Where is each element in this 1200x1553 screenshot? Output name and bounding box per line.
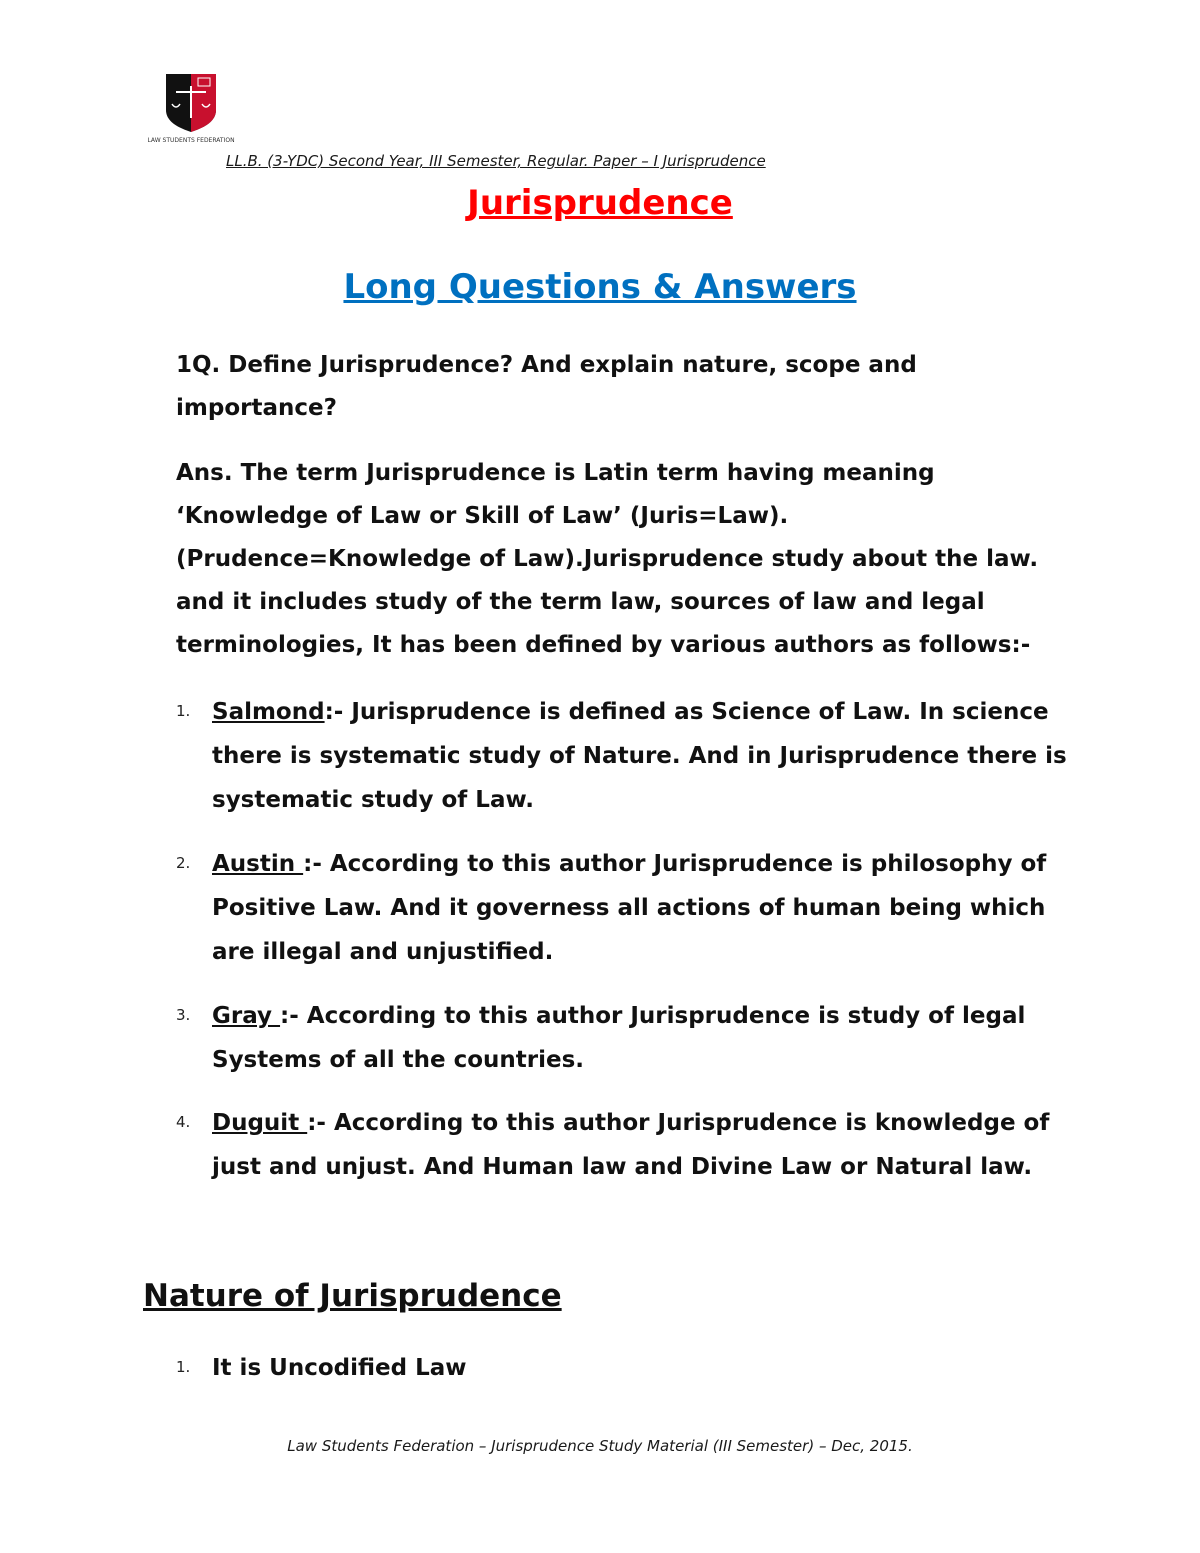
list-number: 1.	[176, 1358, 191, 1376]
page-footer: Law Students Federation – Jurisprudence Study Material (III Semester) – Dec, 2015.	[287, 1437, 913, 1455]
author-name: Salmond	[212, 699, 325, 725]
definition-body	[212, 994, 1082, 1082]
page-title: Jurisprudence	[467, 183, 733, 223]
logo-caption: LAW STUDENTS FEDERATION	[147, 137, 235, 144]
author-name: Duguit	[212, 1110, 308, 1136]
definition-body	[212, 1101, 1082, 1189]
page-subtitle: Long Questions & Answers	[343, 267, 857, 307]
definition-text: :- According to this author Jurisprudence is knowledge of just and unjust. And Human law and Divine Law or Natural law.	[212, 1110, 1050, 1180]
list-number: 2.	[176, 854, 191, 872]
list-number: 4.	[176, 1113, 191, 1131]
course-header: LL.B. (3-YDC) Second Year, III Semester, Regular. Paper – I Jurisprudence	[226, 152, 766, 170]
answer-text: Ans. The term Jurisprudence is Latin term having meaning ‘Knowledge of Law or Skill of Law’ (Juris=Law). (Prudence=Knowledge of Law).Jurisprudence study about the law. and it includes study of the term law, sources of law and legal terminologies, It has been defined by various authors as follows:-	[176, 460, 1039, 658]
list-number: 1.	[176, 702, 191, 720]
shield-scales-icon	[147, 72, 235, 148]
nature-item-text: It is Uncodified Law	[212, 1355, 467, 1381]
federation-logo	[147, 72, 235, 148]
definition-text: :- According to this author Jurisprudence is study of legal Systems of all the countries.	[212, 1003, 1026, 1073]
author-name: Austin	[212, 851, 304, 877]
definition-text: :- According to this author Jurisprudence is philosophy of Positive Law. And it governess all actions of human being which are illegal and unjustified.	[212, 851, 1047, 965]
question-text: 1Q. Define Jurisprudence? And explain nature, scope and importance?	[176, 352, 917, 421]
author-name: Gray	[212, 1003, 281, 1029]
definition-text: :- Jurisprudence is defined as Science of Law. In science there is systematic study of Nature. And in Jurisprudence there is systematic study of Law.	[212, 699, 1067, 813]
list-number: 3.	[176, 1006, 191, 1024]
nature-section-title: Nature of Jurisprudence	[143, 1278, 562, 1314]
definition-body	[212, 690, 1082, 822]
definition-body	[212, 842, 1082, 974]
